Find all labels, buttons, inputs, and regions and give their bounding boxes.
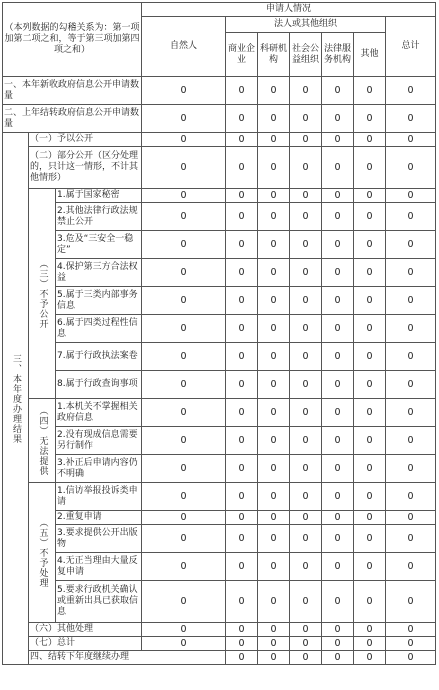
cell-other: 0 <box>354 483 386 511</box>
cell-legal-service: 0 <box>322 231 354 259</box>
cell-commercial: 0 <box>226 483 258 511</box>
cell-legal-service: 0 <box>322 287 354 315</box>
cell-natural: 0 <box>142 133 226 147</box>
cell-legal-service: 0 <box>322 133 354 147</box>
cell-total: 0 <box>386 427 436 455</box>
header-social: 社会公益组织 <box>290 33 322 77</box>
cell-research: 0 <box>258 203 290 231</box>
cell-social: 0 <box>290 105 322 133</box>
cell-social: 0 <box>290 399 322 427</box>
cell-commercial: 0 <box>226 427 258 455</box>
cell-natural: 0 <box>142 623 226 637</box>
header-applicant: 申请人情况 <box>142 3 436 17</box>
header-research: 科研机构 <box>258 33 290 77</box>
cell-natural: 0 <box>142 427 226 455</box>
cell-total: 0 <box>386 189 436 203</box>
header-legal-service: 法律服务机构 <box>322 33 354 77</box>
row-label: 四、结转下年度继续办理 <box>29 651 226 665</box>
cell-natural: 0 <box>142 399 226 427</box>
cell-natural: 0 <box>142 147 226 189</box>
cell-research: 0 <box>258 455 290 483</box>
cell-social: 0 <box>290 315 322 343</box>
row-label: 7.属于行政执法案卷 <box>56 343 142 371</box>
row-label: 6.属于四类过程性信息 <box>56 315 142 343</box>
cell-other: 0 <box>354 455 386 483</box>
cell-legal-service: 0 <box>322 483 354 511</box>
cell-other: 0 <box>354 259 386 287</box>
cell-total: 0 <box>386 455 436 483</box>
cell-commercial: 0 <box>226 371 258 399</box>
cell-legal-service: 0 <box>322 637 354 651</box>
cell-total: 0 <box>386 133 436 147</box>
cell-legal-service: 0 <box>322 189 354 203</box>
cell-total: 0 <box>386 371 436 399</box>
row-label: 3.要求提供公开出版物 <box>56 525 142 553</box>
cell-research: 0 <box>258 525 290 553</box>
cell-social: 0 <box>290 189 322 203</box>
cell-commercial: 0 <box>258 651 290 665</box>
table-row <box>3 427 436 455</box>
row-label: 1.本机关不掌握相关政府信息 <box>56 399 142 427</box>
table-row <box>3 189 436 203</box>
cell-social: 0 <box>290 287 322 315</box>
row-label: 2.其他法律行政法规禁止公开 <box>56 203 142 231</box>
cell-legal-service: 0 <box>322 315 354 343</box>
cell-research: 0 <box>258 511 290 525</box>
cell-total: 0 <box>386 637 436 651</box>
cell-social: 0 <box>290 455 322 483</box>
cell-commercial: 0 <box>226 553 258 581</box>
cell-research: 0 <box>258 133 290 147</box>
cell-other: 0 <box>354 525 386 553</box>
cell-other: 0 <box>386 651 436 665</box>
cell-total: 0 <box>386 203 436 231</box>
cell-research: 0 <box>290 651 322 665</box>
cell-natural: 0 <box>226 651 258 665</box>
row-label: 2.重复申请 <box>56 511 142 525</box>
cell-research: 0 <box>258 637 290 651</box>
cell-commercial: 0 <box>226 77 258 105</box>
cell-research: 0 <box>258 581 290 623</box>
cell-social: 0 <box>290 637 322 651</box>
cell-research: 0 <box>258 399 290 427</box>
cell-commercial: 0 <box>226 189 258 203</box>
cell-natural: 0 <box>142 203 226 231</box>
cell-natural: 0 <box>142 553 226 581</box>
cell-research: 0 <box>258 427 290 455</box>
cell-social: 0 <box>290 525 322 553</box>
cell-other: 0 <box>354 77 386 105</box>
cell-natural: 0 <box>142 259 226 287</box>
row-label: 2.没有现成信息需要另行制作 <box>56 427 142 455</box>
cell-other: 0 <box>354 189 386 203</box>
row-label: 4.无正当理由大量反复申请 <box>56 553 142 581</box>
cell-other: 0 <box>354 553 386 581</box>
cell-research: 0 <box>258 105 290 133</box>
table-row <box>3 525 436 553</box>
table-row <box>3 315 436 343</box>
cell-commercial: 0 <box>226 287 258 315</box>
cell-total: 0 <box>386 511 436 525</box>
cell-natural: 0 <box>142 525 226 553</box>
cell-commercial: 0 <box>226 623 258 637</box>
row-label: 5.属于三类内部事务信息 <box>56 287 142 315</box>
table-row <box>3 203 436 231</box>
cell-natural: 0 <box>142 105 226 133</box>
table-row <box>3 105 436 133</box>
cell-legal-service: 0 <box>322 581 354 623</box>
row-label: 3.危及“三安全一稳定” <box>56 231 142 259</box>
cell-total: 0 <box>386 399 436 427</box>
cell-natural: 0 <box>142 77 226 105</box>
cell-commercial: 0 <box>226 259 258 287</box>
cell-commercial: 0 <box>226 637 258 651</box>
cell-legal-service: 0 <box>322 455 354 483</box>
gov-info-disclosure-table <box>2 2 436 665</box>
cell-total: 0 <box>386 315 436 343</box>
cell-total: 0 <box>386 77 436 105</box>
cell-commercial: 0 <box>226 315 258 343</box>
group-label-results: 三、本年度办理结果 <box>3 133 29 665</box>
cell-legal-service: 0 <box>322 525 354 553</box>
cell-legal-service: 0 <box>322 77 354 105</box>
header-other: 其他 <box>354 33 386 77</box>
cell-natural: 0 <box>142 189 226 203</box>
cell-commercial: 0 <box>226 511 258 525</box>
group-label-not-open: （三）不予公开 <box>29 189 56 399</box>
cell-legal-service: 0 <box>322 147 354 189</box>
cell-other: 0 <box>354 371 386 399</box>
cell-research: 0 <box>258 77 290 105</box>
cell-commercial: 0 <box>226 133 258 147</box>
cell-social: 0 <box>290 511 322 525</box>
cell-social: 0 <box>290 343 322 371</box>
cell-social: 0 <box>290 133 322 147</box>
cell-natural: 0 <box>142 581 226 623</box>
header-note: （本列数据的勾稽关系为：第一项加第二项之和，等于第三项加第四项之和） <box>3 3 142 77</box>
table-row <box>3 455 436 483</box>
cell-natural: 0 <box>142 455 226 483</box>
cell-commercial: 0 <box>226 231 258 259</box>
cell-other: 0 <box>354 231 386 259</box>
header-natural: 自然人 <box>142 17 226 77</box>
cell-legal-service: 0 <box>322 623 354 637</box>
cell-total: 0 <box>386 147 436 189</box>
table-row <box>3 483 436 511</box>
row-label: 4.保护第三方合法权益 <box>56 259 142 287</box>
cell-social: 0 <box>290 553 322 581</box>
cell-legal-service: 0 <box>322 511 354 525</box>
cell-legal-service: 0 <box>322 105 354 133</box>
cell-natural: 0 <box>142 315 226 343</box>
cell-total: 0 <box>386 287 436 315</box>
cell-research: 0 <box>258 189 290 203</box>
cell-research: 0 <box>258 147 290 189</box>
cell-natural: 0 <box>142 371 226 399</box>
cell-natural: 0 <box>142 511 226 525</box>
cell-research: 0 <box>258 371 290 399</box>
cell-research: 0 <box>258 343 290 371</box>
row-label: （二）部分公开（区分处理的，只计这一情形，不计其他情形） <box>29 147 142 189</box>
row-label: （六）其他处理 <box>29 623 142 637</box>
cell-legal-service: 0 <box>322 259 354 287</box>
cell-other: 0 <box>354 203 386 231</box>
cell-other: 0 <box>354 399 386 427</box>
cell-total: 0 <box>386 105 436 133</box>
cell-total: 0 <box>386 231 436 259</box>
row-label: 1.信访举报投诉类申请 <box>56 483 142 511</box>
cell-other: 0 <box>354 581 386 623</box>
cell-other: 0 <box>354 427 386 455</box>
cell-commercial: 0 <box>226 525 258 553</box>
group-label-not-handle: （五）不予处理 <box>29 483 56 623</box>
cell-legal-service: 0 <box>322 203 354 231</box>
table-row <box>3 511 436 525</box>
cell-legal-service: 0 <box>354 651 386 665</box>
cell-research: 0 <box>258 231 290 259</box>
cell-natural: 0 <box>142 231 226 259</box>
row-label: 1.属于国家秘密 <box>56 189 142 203</box>
cell-social: 0 <box>290 581 322 623</box>
cell-social: 0 <box>322 651 354 665</box>
table-row <box>3 343 436 371</box>
cell-other: 0 <box>354 147 386 189</box>
cell-social: 0 <box>290 427 322 455</box>
cell-other: 0 <box>354 133 386 147</box>
cell-total: 0 <box>386 483 436 511</box>
cell-commercial: 0 <box>226 147 258 189</box>
table-row <box>3 553 436 581</box>
table-row <box>3 637 436 651</box>
header-total: 总计 <box>386 17 436 77</box>
table-row <box>3 147 436 189</box>
cell-research: 0 <box>258 315 290 343</box>
cell-social: 0 <box>290 259 322 287</box>
cell-research: 0 <box>258 553 290 581</box>
table-row <box>3 231 436 259</box>
report-table-wrapper <box>2 2 435 665</box>
cell-legal-service: 0 <box>322 343 354 371</box>
cell-commercial: 0 <box>226 581 258 623</box>
cell-other: 0 <box>354 105 386 133</box>
cell-research: 0 <box>258 623 290 637</box>
cell-total: 0 <box>386 259 436 287</box>
cell-natural: 0 <box>142 287 226 315</box>
cell-commercial: 0 <box>226 203 258 231</box>
row-label: 5.要求行政机关确认或重新出具已获取信息 <box>56 581 142 623</box>
cell-other: 0 <box>354 511 386 525</box>
cell-legal-service: 0 <box>322 371 354 399</box>
cell-natural: 0 <box>142 483 226 511</box>
cell-total: 0 <box>386 343 436 371</box>
table-row <box>3 77 436 105</box>
cell-research: 0 <box>258 483 290 511</box>
cell-research: 0 <box>258 287 290 315</box>
cell-other: 0 <box>354 637 386 651</box>
cell-commercial: 0 <box>226 105 258 133</box>
cell-total: 0 <box>386 623 436 637</box>
cell-legal-service: 0 <box>322 427 354 455</box>
row-label: 二、上年结转政府信息公开申请数量 <box>3 105 142 133</box>
cell-other: 0 <box>354 315 386 343</box>
table-row <box>3 399 436 427</box>
header-legal: 法人或其他组织 <box>226 17 386 33</box>
row-label: （七）总计 <box>29 637 142 651</box>
header-commercial: 商业企业 <box>226 33 258 77</box>
cell-social: 0 <box>290 147 322 189</box>
cell-legal-service: 0 <box>322 553 354 581</box>
cell-legal-service: 0 <box>322 399 354 427</box>
table-row <box>3 623 436 637</box>
row-label: 8.属于行政查询事项 <box>56 371 142 399</box>
cell-social: 0 <box>290 231 322 259</box>
cell-other: 0 <box>354 287 386 315</box>
table-row <box>3 581 436 623</box>
table-row <box>3 651 436 665</box>
cell-other: 0 <box>354 623 386 637</box>
cell-commercial: 0 <box>226 343 258 371</box>
cell-commercial: 0 <box>226 455 258 483</box>
cell-total: 0 <box>386 525 436 553</box>
cell-social: 0 <box>290 203 322 231</box>
cell-social: 0 <box>290 623 322 637</box>
cell-natural: 0 <box>142 343 226 371</box>
table-row <box>3 287 436 315</box>
table-row <box>3 133 436 147</box>
group-label-cannot-provide: （四）无法提供 <box>29 399 56 483</box>
cell-natural: 0 <box>142 637 226 651</box>
row-label: 3.补正后申请内容仍不明确 <box>56 455 142 483</box>
cell-social: 0 <box>290 77 322 105</box>
row-label: 一、本年新收政府信息公开申请数量 <box>3 77 142 105</box>
cell-social: 0 <box>290 371 322 399</box>
cell-total: 0 <box>386 553 436 581</box>
cell-commercial: 0 <box>226 399 258 427</box>
table-row <box>3 371 436 399</box>
cell-total: 0 <box>386 581 436 623</box>
cell-social: 0 <box>290 483 322 511</box>
cell-other: 0 <box>354 343 386 371</box>
table-row <box>3 259 436 287</box>
row-label: （一）予以公开 <box>29 133 142 147</box>
header-row-1 <box>3 3 436 17</box>
cell-research: 0 <box>258 259 290 287</box>
